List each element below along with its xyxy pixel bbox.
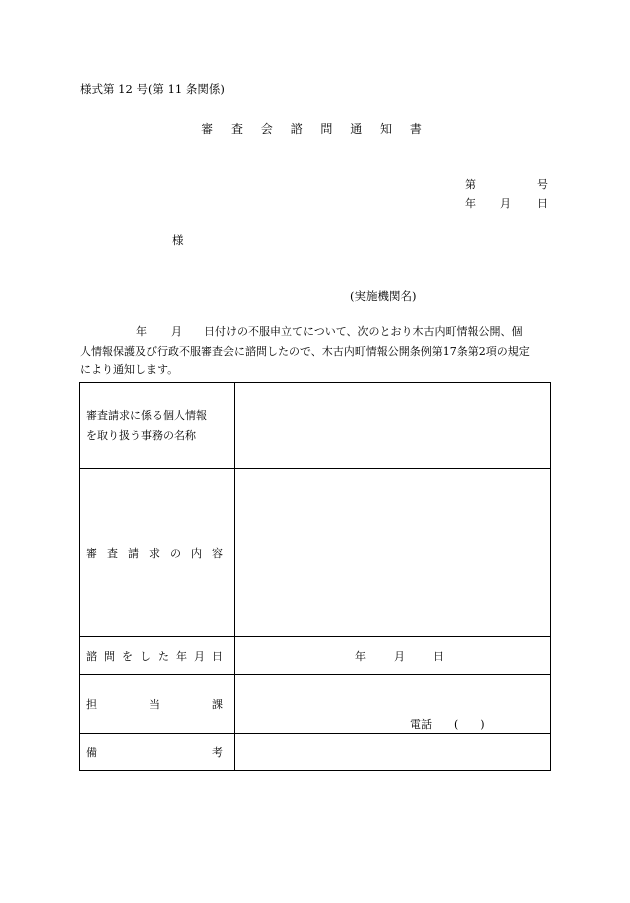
phone-open-paren: ( — [454, 718, 459, 731]
agency-label: (実施機関名) — [350, 289, 417, 303]
table-row-request-content — [80, 469, 551, 637]
remarks-char: 考 — [212, 746, 223, 759]
phone-close-paren: ) — [480, 718, 485, 731]
inquiry-date-label — [80, 637, 235, 675]
reference-go: 号 — [537, 178, 548, 191]
remarks-field[interactable] — [235, 734, 551, 771]
phone-line — [410, 716, 485, 732]
date-day: 日 — [537, 197, 548, 210]
inquiry-date-char: た — [158, 649, 169, 663]
office-name-label-line-2: を取り扱う事務の名称 — [86, 428, 196, 442]
body-line-1-year: 年 — [136, 325, 147, 338]
department-label — [80, 675, 235, 734]
office-name-field[interactable] — [235, 383, 551, 469]
remarks-char: 備 — [86, 746, 97, 759]
request-content-label — [80, 469, 235, 637]
date-month: 月 — [500, 197, 511, 210]
request-content-char: の — [170, 546, 181, 560]
inquiry-date-char: 年 — [176, 649, 187, 663]
body-line-1-rest: 日付けの不服申立てについて、次のとおり木古内町情報公開、個 — [204, 325, 523, 338]
inquiry-date-year: 年 — [355, 650, 366, 663]
request-content-char: 審 — [86, 546, 97, 560]
inquiry-date-value — [355, 648, 444, 664]
inquiry-date-char: 月 — [194, 649, 205, 663]
request-content-char: 請 — [128, 546, 139, 560]
inquiry-date-char: し — [140, 649, 151, 663]
table-row-remarks — [80, 734, 551, 771]
office-name-label-line-1: 審査請求に係る個人情報 — [86, 408, 207, 422]
inquiry-date-day: 日 — [433, 650, 444, 663]
body-line-1-month: 月 — [171, 325, 182, 338]
inquiry-date-char: を — [122, 649, 133, 663]
table-row-department — [80, 675, 551, 734]
document-title: 審 査 会 諮 問 通 知 書 — [201, 122, 429, 136]
request-content-char: 内 — [191, 546, 202, 560]
request-content-char: 容 — [212, 546, 223, 560]
reference-dai: 第 — [465, 178, 476, 191]
form-number: 様式第 12 号(第 11 条関係) — [80, 82, 225, 96]
table-row-office-name — [80, 383, 551, 469]
request-content-char: 査 — [107, 546, 118, 560]
addressee-suffix: 様 — [172, 233, 184, 247]
inquiry-date-char: 日 — [212, 649, 223, 663]
department-char: 担 — [86, 698, 97, 711]
notification-table — [79, 382, 551, 771]
phone-label: 電話 — [410, 718, 432, 731]
body-line-1 — [80, 323, 523, 339]
table-row-inquiry-date — [80, 637, 551, 675]
request-content-char: 求 — [149, 546, 160, 560]
inquiry-date-month: 月 — [394, 650, 405, 663]
request-content-field[interactable] — [235, 469, 551, 637]
inquiry-date-char: 諮 — [86, 649, 97, 663]
date-year: 年 — [465, 197, 476, 210]
department-char: 課 — [212, 698, 223, 711]
inquiry-date-field[interactable] — [235, 637, 551, 675]
department-field[interactable] — [235, 675, 551, 734]
body-line-2: 人情報保護及び行政不服審査会に諮問したので、木古内町情報公開条例第17条第2項の規定 — [80, 345, 530, 358]
department-char: 当 — [149, 698, 160, 711]
body-line-3: により通知します。 — [80, 363, 179, 376]
inquiry-date-char: 問 — [104, 649, 115, 663]
remarks-label — [80, 734, 235, 771]
office-name-label — [80, 383, 235, 469]
